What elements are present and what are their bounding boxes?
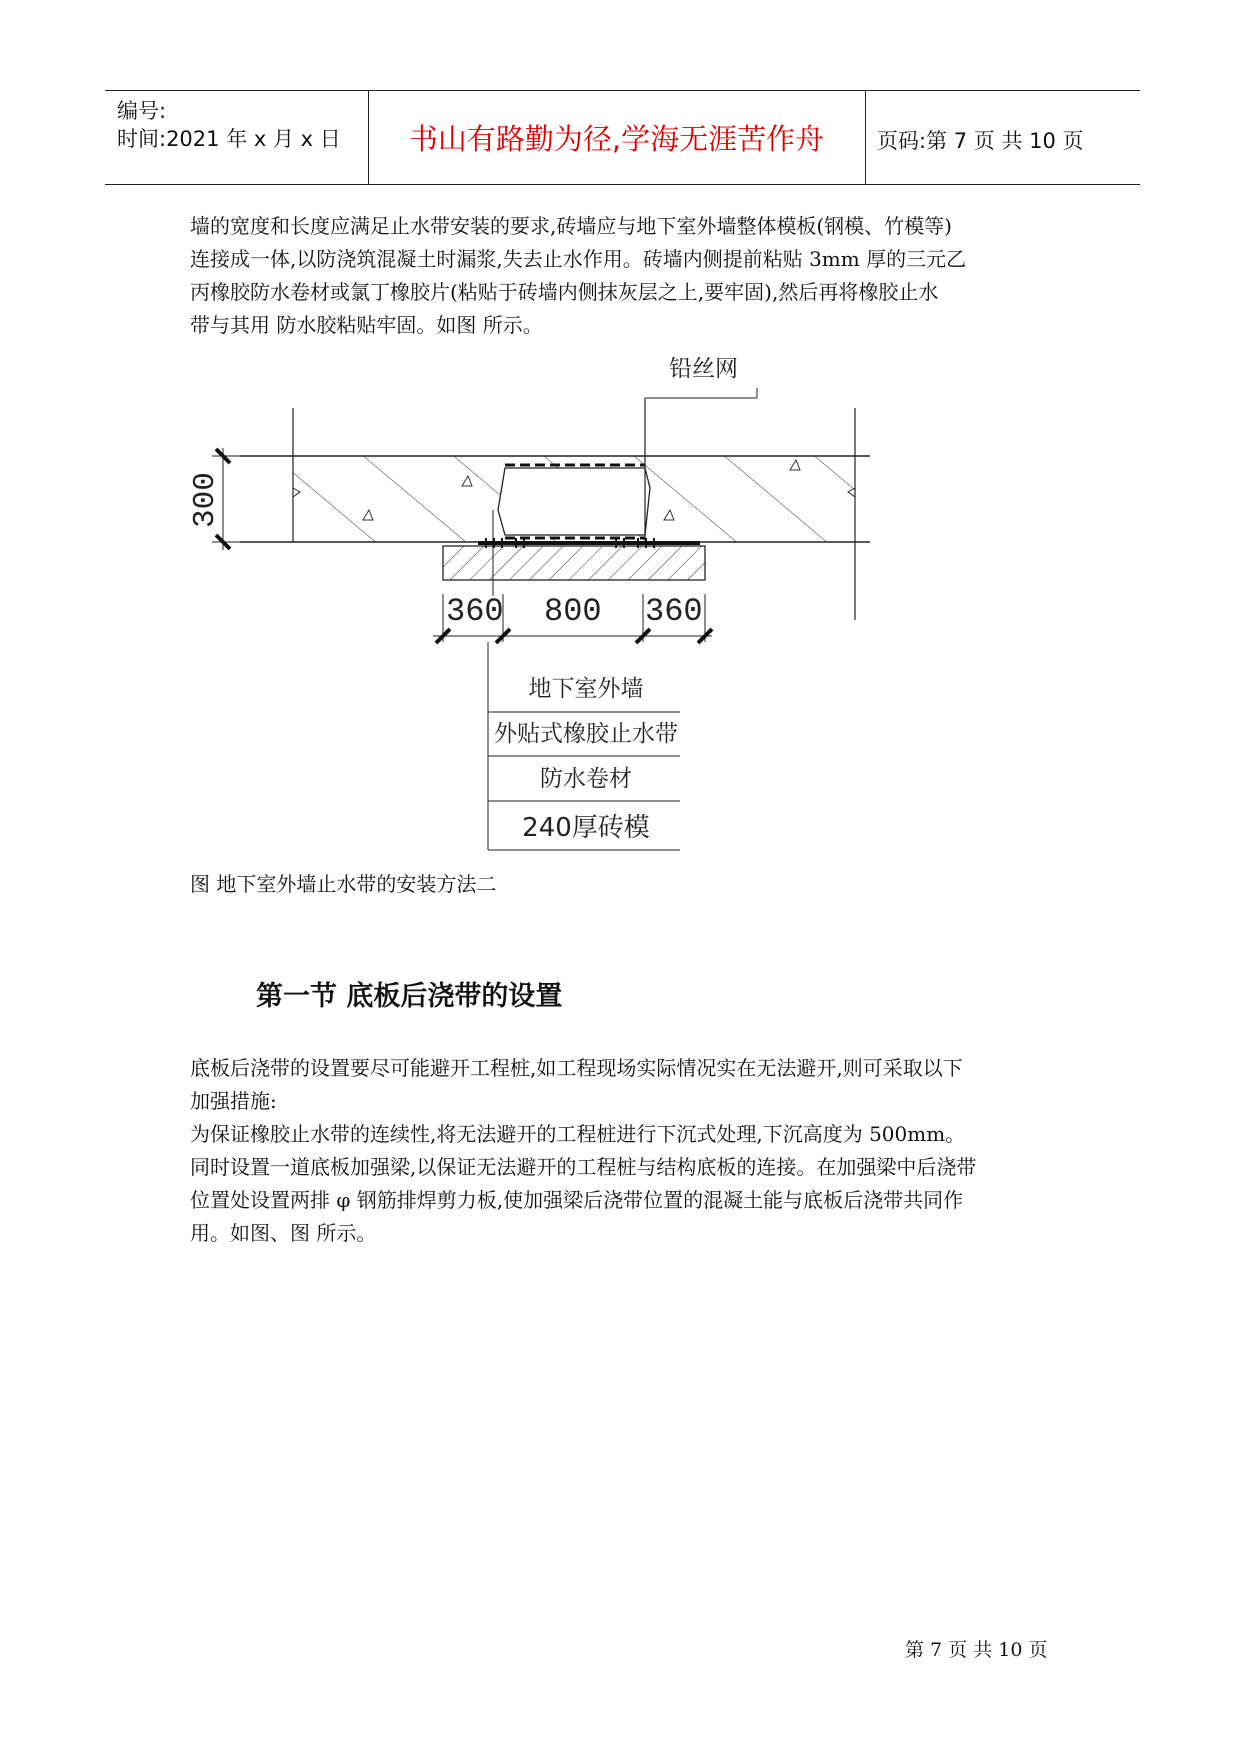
- paragraph-line: 墙的宽度和长度应满足止水带安装的要求,砖墙应与地下室外墙整体模板(钢模、竹模等): [190, 214, 952, 238]
- paragraph-line: 为保证橡胶止水带的连续性,将无法避开的工程桩进行下沉式处理,下沉高度为 500mm。: [190, 1122, 966, 1146]
- height-dim-label: 300: [188, 472, 223, 528]
- dim-label-left: 360: [446, 593, 504, 630]
- legend-external-waterstop: 外贴式橡胶止水带: [494, 721, 678, 747]
- paragraph-line: 同时设置一道底板加强梁,以保证无法避开的工程桩与结构底板的连接。在加强梁中后浇带: [190, 1155, 977, 1179]
- paragraph-line: 丙橡胶防水卷材或氯丁橡胶片(粘贴于砖墙内侧抹灰层之上,要牢固),然后再将橡胶止水: [190, 280, 939, 304]
- paragraph-line: 用。如图、图 所示。: [190, 1221, 377, 1245]
- paragraph-line: 底板后浇带的设置要尽可能避开工程桩,如工程现场实际情况实在无法避开,则可采取以下: [190, 1056, 963, 1080]
- dim-label-middle: 800: [544, 593, 602, 630]
- paragraph-line: 位置处设置两排 φ 钢筋排焊剪力板,使加强梁后浇带位置的混凝土能与底板后浇带共同作: [190, 1188, 964, 1212]
- brick-formwork: [443, 546, 705, 580]
- dim-label-right: 360: [645, 593, 703, 630]
- page-footer: 第 7 页 共 10 页: [905, 1639, 1048, 1661]
- height-dimension: [188, 448, 240, 550]
- width-dimension-chain: [433, 593, 712, 643]
- section-title: 第一节 底板后浇带的设置: [256, 981, 563, 1012]
- legend-waterproof-membrane: 防水卷材: [540, 766, 632, 792]
- paragraph-line: 加强措施:: [190, 1089, 277, 1113]
- header-page-code: 页码:第 7 页 共 10 页: [877, 129, 1084, 153]
- paragraph-2: [190, 1052, 1070, 1250]
- document-time-label: 时间:2021 年 x 月 x 日: [117, 127, 341, 151]
- legend-table: [488, 642, 680, 850]
- legend-basement-wall: 地下室外墙: [528, 676, 644, 702]
- header-motto: 书山有路勤为径,学海无涯苦作舟: [408, 122, 825, 156]
- mesh-label: 铅丝网: [669, 356, 738, 382]
- figure-caption: 图 地下室外墙止水带的安装方法二: [190, 872, 497, 896]
- document-number-label: 编号:: [117, 99, 167, 123]
- legend-brick-formwork: 240厚砖模: [522, 813, 650, 843]
- paragraph-line: 连接成一体,以防浇筑混凝土时漏浆,失去止水作用。砖墙内侧提前粘贴 3mm 厚的三元乙: [190, 247, 967, 271]
- paragraph-line: 带与其用 防水胶粘贴牢固。如图 所示。: [190, 313, 543, 337]
